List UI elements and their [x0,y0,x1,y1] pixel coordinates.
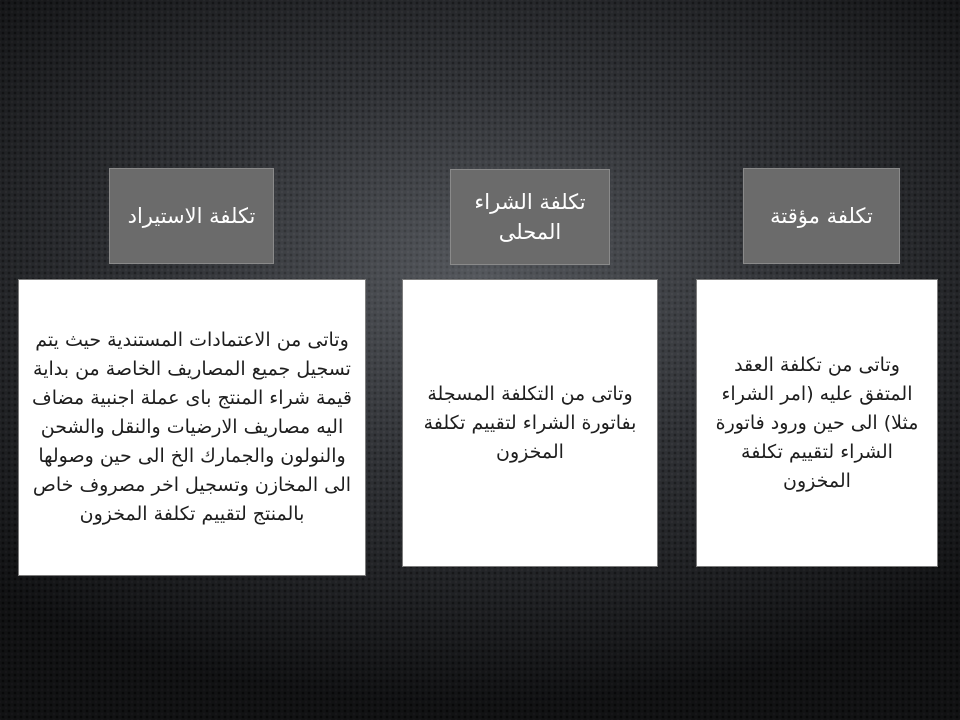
import-cost-description-box [18,279,366,576]
temporary-cost-description-box [696,279,938,567]
local-purchase-cost-title: تكلفة الشراء المحلى [474,190,586,244]
import-cost-header [109,168,274,264]
temporary-cost-title: تكلفة مؤقتة [770,204,873,228]
temporary-cost-description: وتاتى من تكلفة العقد المتفق عليه (امر الشراء مثلا) الى حين ورود فاتورة الشراء لتقييم تكلفة المخزون [715,353,919,492]
local-purchase-cost-description-box [402,279,658,567]
import-cost-description: وتاتى من الاعتمادات المستندية حيث يتم تسجيل جميع المصاريف الخاصة من بداية قيمة شراء المنتج باى عملة اجنبية مضاف اليه مصاريف الارضيات والنقل والشحن والنولون والجمارك الخ الى حين وصولها الى المخازن وتسجيل اخر مصروف خاص بالمنتج لتقييم تكلفة المخزون [32,329,352,525]
temporary-cost-header [743,168,900,264]
local-purchase-cost-header [450,169,610,265]
import-cost-title: تكلفة الاستيراد [127,204,256,228]
local-purchase-cost-description: وتاتى من التكلفة المسجلة بفاتورة الشراء لتقييم تكلفة المخزون [423,382,637,463]
